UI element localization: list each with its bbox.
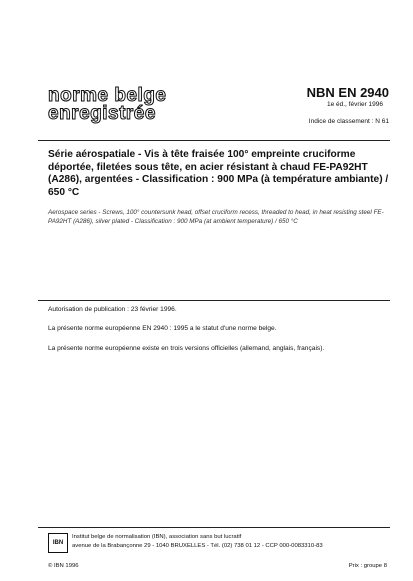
institute-line-1: Institut belge de normalisation (IBN), association sans but lucratif	[72, 534, 242, 540]
edition-date: 1e éd., février 1996	[326, 101, 383, 108]
title-line-2: enregistrée	[48, 103, 156, 124]
document-title-en: Aerospace series - Screws, 100° countersunk head, offset cruciform recess, threaded to head, in heat resisting steel FE-PA92HT (A286), silver plated - Classification : 900 MPa (at ambient temperature) / 650 °C	[48, 209, 384, 225]
document-title-fr: Série aérospatiale - Vis à tête fraisée 100° empreinte cruciforme déportée, filetées sous tête, en acier résistant à chaud FE-PA92HT (A286), argentées - Classification : 900 MPa (à température ambiante) / 650 °C	[48, 149, 389, 198]
ibn-logo-icon	[48, 533, 68, 553]
copyright: © IBN 1996	[48, 563, 79, 569]
classification-index: Indice de classement : N 61	[308, 118, 389, 125]
body-divider	[38, 300, 390, 301]
authorization-text: Autorisation de publication : 23 février 1996.	[48, 306, 177, 313]
price-group: Prix : groupe 8	[348, 563, 387, 569]
ibn-logo-text: IBN	[52, 540, 64, 546]
versions-text: La présente norme européenne existe en trois versions officielles (allemand, anglais, français).	[48, 345, 325, 352]
footer-divider	[38, 527, 390, 528]
institute-line-2: avenue de la Brabançonne 29 - 1040 BRUXELLES - Tél. (02) 738 01 12 - CCP 000-0083310-83	[72, 543, 323, 549]
header-divider	[38, 140, 390, 141]
standard-number: NBN EN 2940	[306, 85, 389, 100]
status-text: La présente norme européenne EN 2940 : 1995 a le statut d'une norme belge.	[48, 325, 277, 332]
title-line-1: norme belge	[48, 85, 167, 106]
